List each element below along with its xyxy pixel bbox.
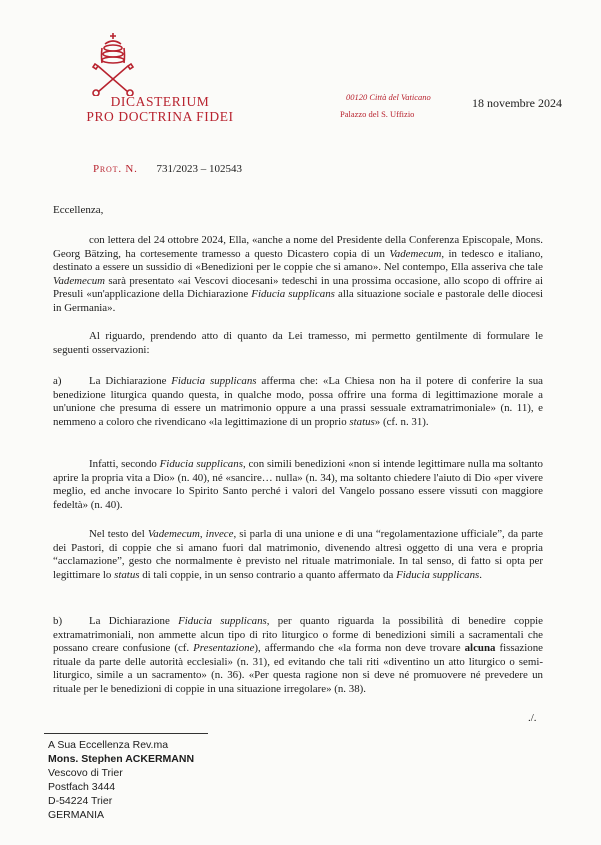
paragraph-observations: Al riguardo, prendendo atto di quanto da Lei tramesso, mi permetto gentilmente di formulare le seguenti osservazioni:: [53, 330, 543, 356]
text-run: afferma che: «La Chiesa non ha il potere di conferire la sua benedizione liturgica quando questa, in qualche modo, possa offrire una forma di legittimazione morale a un'unione che presuma di essere un matrimonio oppure a una prassi sessuale extramatrimoniale» (n. 11), e nemmeno a coloro che rivendicano «la legittimazione di un proprio: [53, 375, 544, 428]
text-run-italic: status: [114, 568, 140, 581]
text-run: di tali coppie, in un senso contrario a quanto affermato da: [139, 568, 397, 581]
text-run: con lettera del 24 ottobre 2024, Ella, «anche a nome del Presidente della Conferenza Episcopale, Mons. Georg Bätzing, ha cortesemente tramesso a questo Dicastero copia di un: [53, 234, 543, 260]
text-run-italic: Fiducia supplicans: [251, 288, 335, 301]
continuation-mark: ./.: [528, 712, 537, 724]
text-run: fissazione rituale da parte delle autorità ecclesiali» (n. 31), ed evitando che tali riti «diventino un atto liturgico o semi-liturgico, simile a un sacramento» (n. 36). «Per questa ragione non si deve né promuovere né prevedere un rituale per le benedizioni di coppie in una situazione irregolare» (n. 38).: [53, 642, 543, 695]
text-run-italic: status: [349, 415, 375, 428]
palace-line: Palazzo del S. Uffizio: [340, 109, 415, 119]
text-run: alla situazione sociale e pastorale delle diocesi in Germania».: [53, 288, 543, 314]
text-run: La Dichiarazione: [89, 375, 172, 387]
text-run: ), affermando che «la forma non deve trovare: [254, 642, 465, 655]
text-run: , in tedesco e italiano, destinato a essere un sussidio di «Benedizioni per le coppie che si amano». Nel contempo, Ella asseriva che tale: [53, 247, 543, 274]
text-run: Nel testo del: [89, 528, 148, 540]
text-run: , per quanto riguarda la possibilità di benedire coppie extramatrimoniali, non ammette alcun tipo di rito liturgico o forme di benedizioni simili a sacramentali che possano creare confusione (cf.: [53, 615, 543, 655]
text-run: , con simili benedizioni «non si intende legittimare nulla ma soltanto aprire la propria vita a Dio» (n. 40), né «sancire… nulla» (n. 34), ma soltanto chiedere l'aiuto di Dio «per vivere meglio, ed anche invocare lo Spirito Santo perché i valori del Vangelo possano essere vissuti con maggiore fedeltà» (n. 40).: [53, 458, 543, 511]
address-line1: A Sua Eccellenza Rev.ma: [48, 739, 169, 751]
paragraph-point-a: [53, 375, 543, 429]
address-line3: Vescovo di Trier: [48, 767, 123, 779]
protocol-line: [93, 163, 242, 175]
paragraph-point-a-3: [53, 528, 543, 582]
text-run-italic: Fiducia supplicans: [159, 458, 243, 470]
paragraph-point-a-2: [53, 458, 543, 512]
city-line: 00120 Città del Vaticano: [346, 92, 431, 102]
dicastery-name: [60, 94, 260, 124]
text-run: Infatti, secondo: [89, 458, 160, 470]
letter-date: 18 novembre 2024: [472, 96, 562, 110]
dicastery-line2: PRO DOCTRINA FIDEI: [86, 109, 234, 124]
address-divider: [44, 733, 208, 734]
paragraph-point-b: [53, 615, 543, 697]
text-run: sarà presentato «ai Vescovi diocesani» tedeschi in una prossima occasione, allo scopo di offrire ai Presuli «un'applicazione della Dichiarazione: [53, 274, 543, 301]
text-run-italic: Presentazione: [193, 642, 255, 655]
text-run: La Dichiarazione: [89, 615, 179, 627]
text-run-italic: Vademecum: [389, 247, 442, 260]
text-run-italic: Fiducia supplicans: [171, 375, 257, 387]
address-line6: GERMANIA: [48, 809, 105, 821]
text-run-bold: alcuna: [464, 642, 496, 655]
address-line4: Postfach 3444: [48, 781, 116, 793]
text-run: , si parla di una unione e di una “regolamentazione ufficiale”, da parte dei Pastori, di coppie che si amano fuori dal matrimonio, divenendo altresì oggetto di una vera e propria “acclamazione”, gesto che normalmente è previsto nel rituale matrimoniale. In tal senso, di fatto si opta per legittimare lo: [53, 528, 543, 581]
text-run: » (cf. n. 31).: [374, 415, 429, 428]
text-run: ,: [199, 528, 206, 540]
text-run-italic: Vademecum: [53, 274, 106, 287]
papal-tiara-keys-emblem-icon: [88, 30, 138, 96]
text-run-italic: Fiducia supplicans: [178, 615, 267, 627]
dicastery-line1: DICASTERIUM: [110, 94, 210, 109]
protocol-number: 731/2023 – 102543: [156, 163, 243, 175]
salutation: Eccellenza,: [53, 204, 104, 216]
text-run: .: [479, 568, 482, 581]
paragraph-intro: [53, 234, 543, 316]
text-run-italic: invece: [205, 528, 234, 540]
protocol-label: Prot. N.: [93, 163, 138, 175]
point-b-marker: b): [53, 615, 63, 627]
text-run-italic: Vademecum: [147, 528, 200, 540]
address-line5: D-54224 Trier: [48, 795, 113, 807]
address-recipient-name: Mons. Stephen ACKERMANN: [48, 753, 195, 765]
point-a-marker: a): [53, 375, 62, 387]
recipient-address: [48, 738, 194, 822]
text-run-italic: Fiducia supplicans: [396, 568, 480, 581]
